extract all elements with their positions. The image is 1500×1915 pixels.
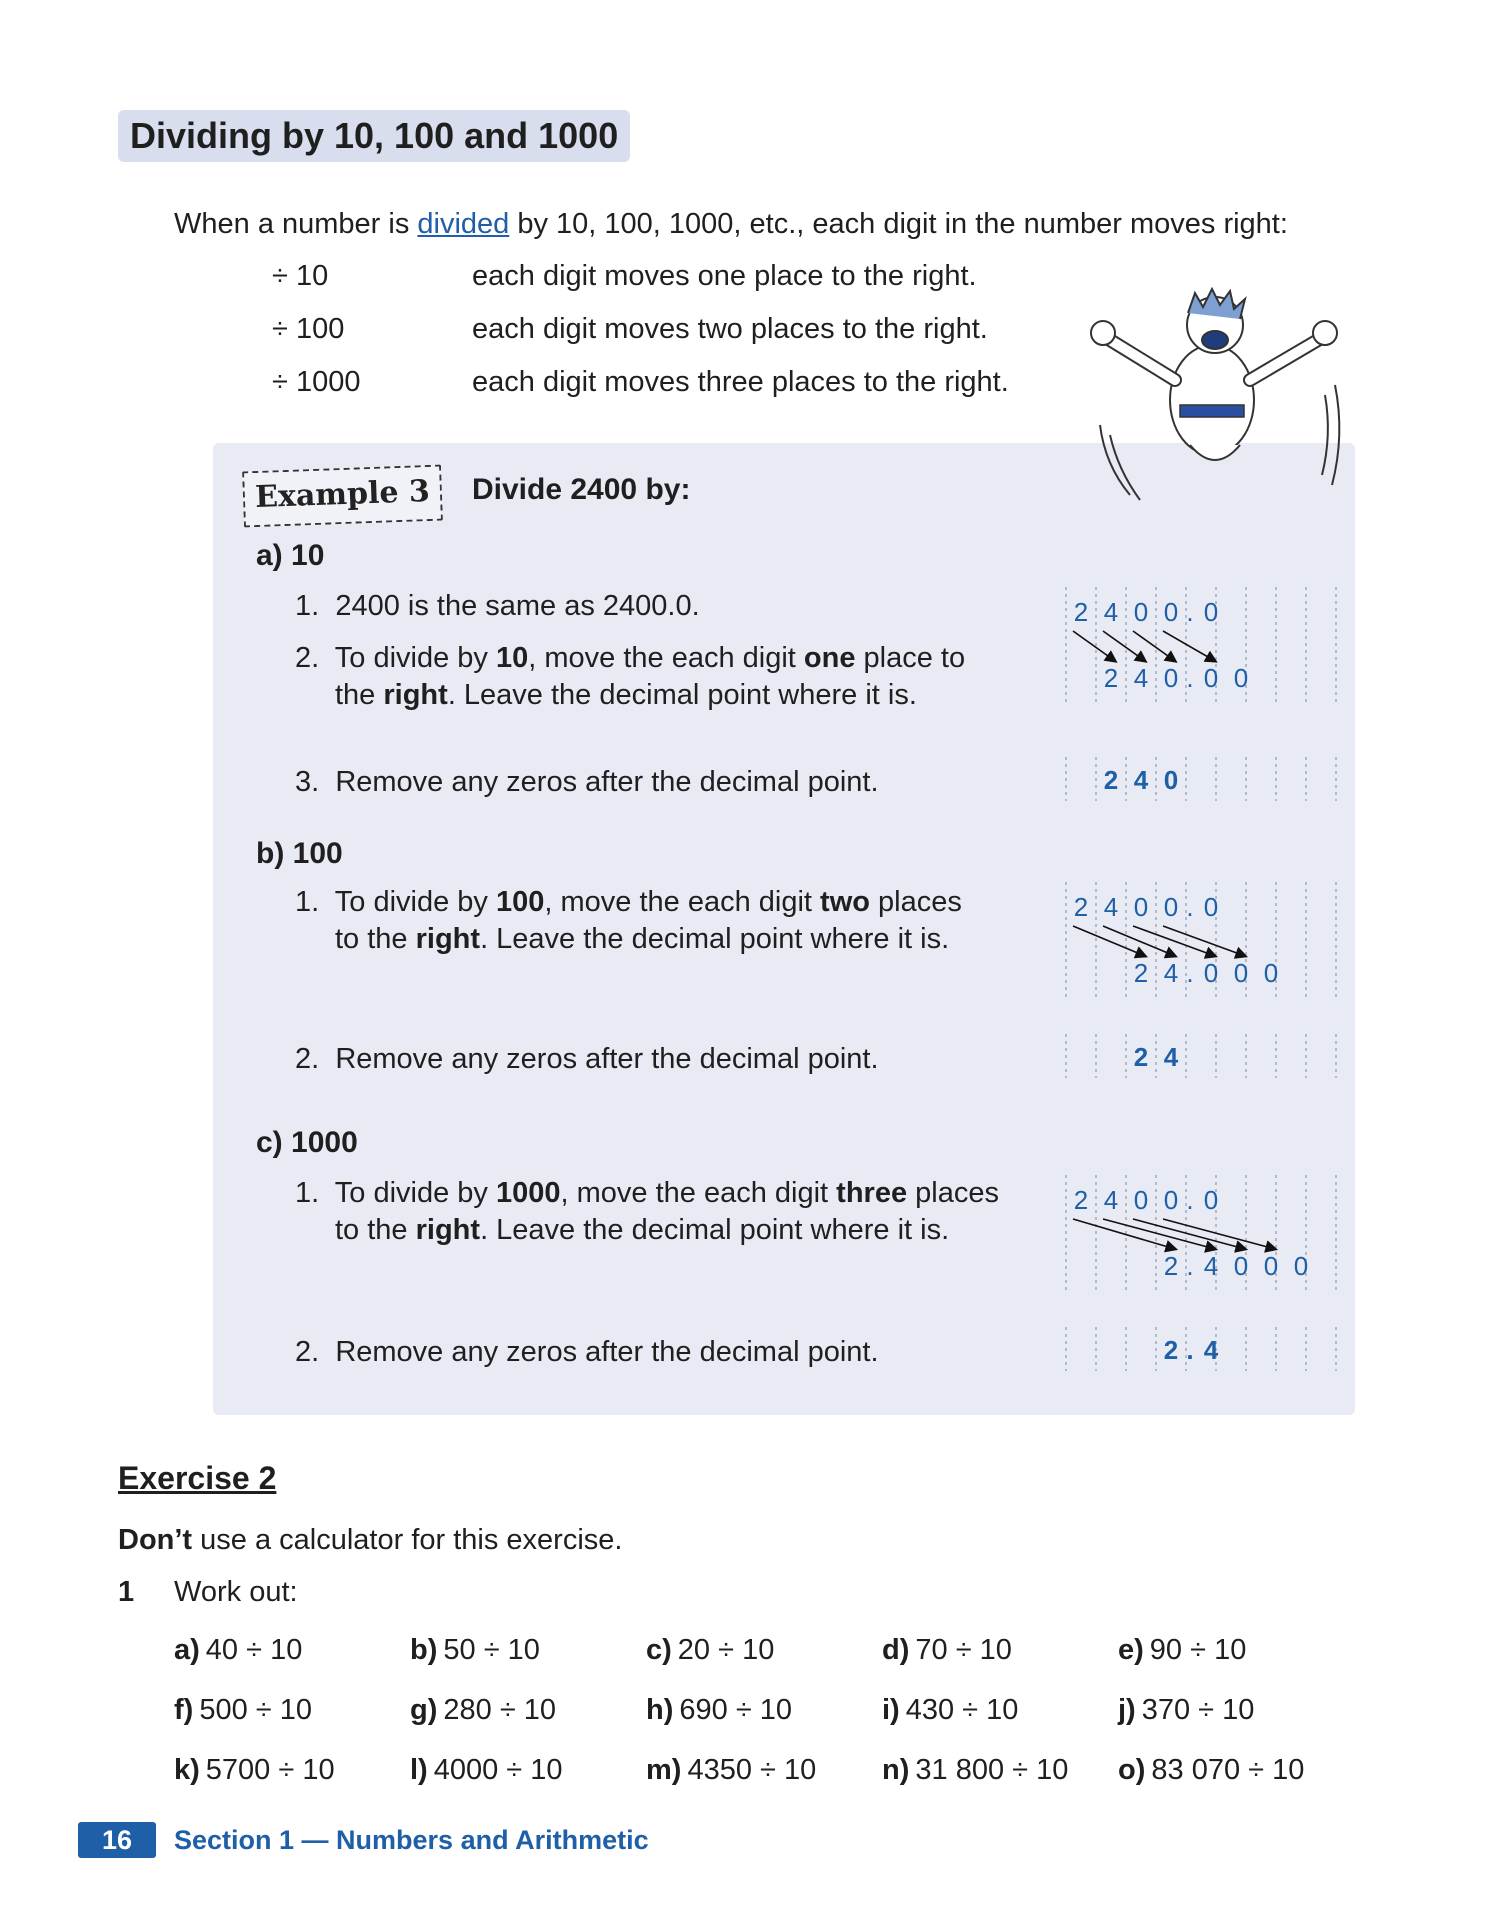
exercise-item-label: f) <box>174 1694 194 1726</box>
exercise-item <box>410 1630 540 1670</box>
digit: 0 <box>1163 892 1179 922</box>
rule-op-1000: ÷ 1000 <box>272 366 361 398</box>
exercise-item-label: g) <box>410 1694 438 1726</box>
step-bold: 10 <box>495 642 529 674</box>
exercise-item-label: o) <box>1118 1754 1146 1786</box>
rule-desc-10: each digit moves one place to the right. <box>472 260 977 292</box>
step-text: to the <box>335 1214 416 1246</box>
exercise-item-expression: 280 ÷ 10 <box>443 1694 557 1726</box>
exercise-item-label: d) <box>882 1634 910 1666</box>
step-number: 1. <box>295 886 320 918</box>
step-bold: 100 <box>495 886 545 918</box>
part-a-step-2 <box>295 640 965 714</box>
digit: 0 <box>1233 1251 1249 1281</box>
exercise-item-expression: 40 ÷ 10 <box>205 1634 303 1666</box>
rule-desc-1000: each digit moves three places to the right. <box>472 366 1009 398</box>
digit: 0 <box>1263 958 1279 988</box>
step-text: place to <box>855 642 966 674</box>
shift-arrow <box>1133 1219 1245 1249</box>
step-text: , move the each digit <box>528 642 804 674</box>
step-number: 2. <box>295 1043 320 1075</box>
exercise-item-expression: 5700 ÷ 10 <box>205 1754 335 1786</box>
digit: 0 <box>1133 1185 1149 1215</box>
intro-before: When a number is <box>174 208 418 240</box>
decimal-point: . <box>1186 958 1194 988</box>
exercise-item-expression: 50 ÷ 10 <box>443 1634 540 1666</box>
digit: 2 <box>1103 663 1119 693</box>
example-question: Divide 2400 by: <box>472 473 691 506</box>
digit: 0 <box>1233 663 1249 693</box>
decimal-point: . <box>1186 1251 1194 1281</box>
step-number: 1. <box>295 1177 320 1209</box>
digit: 0 <box>1203 1185 1219 1215</box>
exercise-item-expression: 4350 ÷ 10 <box>687 1754 817 1786</box>
digit: 0 <box>1203 892 1219 922</box>
exercise-item <box>1118 1750 1304 1790</box>
digit: 2 <box>1073 892 1089 922</box>
digit: 0 <box>1163 663 1179 693</box>
digit: 4 <box>1133 663 1149 693</box>
exercise-item <box>410 1750 563 1790</box>
exercise-item-label: l) <box>410 1754 428 1786</box>
digit: 4 <box>1163 958 1179 988</box>
digit: 4 <box>1103 597 1119 627</box>
exercise-item <box>174 1690 312 1730</box>
rule-desc-100: each digit moves two places to the right. <box>472 313 988 345</box>
digit: 2 <box>1133 958 1149 988</box>
shift-arrow <box>1103 926 1175 956</box>
step-text: the <box>335 679 384 711</box>
step-text: , move the each digit <box>544 886 821 918</box>
digit: 2 <box>1073 1185 1089 1215</box>
step-bold: two <box>820 886 870 918</box>
part-c-step-2 <box>295 1334 879 1371</box>
example-badge: Example 3 <box>242 465 443 528</box>
digit: 4 <box>1103 892 1119 922</box>
place-value-result-b <box>1060 1032 1345 1080</box>
place-value-diagram-c <box>1060 1173 1345 1293</box>
place-value-result-a <box>1060 755 1345 803</box>
exercise-item-expression: 31 800 ÷ 10 <box>915 1754 1069 1786</box>
step-text: Remove any zeros after the decimal point. <box>335 766 879 798</box>
step-text: to the <box>335 923 416 955</box>
digit: 0 <box>1203 663 1219 693</box>
digit: 0 <box>1133 597 1149 627</box>
part-c-step-1 <box>295 1175 999 1249</box>
exercise-item <box>882 1750 1068 1790</box>
part-c-label: c) 1000 <box>256 1126 358 1159</box>
instruction-bold: Don’t <box>118 1524 193 1556</box>
decimal-point: . <box>1186 1185 1194 1215</box>
decimal-point: . <box>1186 1335 1194 1365</box>
exercise-item <box>174 1630 302 1670</box>
digit: 4 <box>1133 765 1149 795</box>
exercise-item-expression: 83 070 ÷ 10 <box>1151 1754 1305 1786</box>
exercise-item <box>1118 1630 1246 1670</box>
exercise-item-label: h) <box>646 1694 674 1726</box>
place-value-diagram-a <box>1060 585 1345 705</box>
shift-arrow <box>1073 926 1145 956</box>
exercise-item <box>646 1750 816 1790</box>
digit: 0 <box>1263 1251 1279 1281</box>
exercise-item <box>646 1690 792 1730</box>
step-text: To divide by <box>334 1177 496 1209</box>
rule-op-10: ÷ 10 <box>272 260 329 292</box>
step-bold: one <box>803 642 856 674</box>
step-bold: right <box>415 923 481 955</box>
step-text: To divide by <box>334 642 496 674</box>
exercise-heading: Exercise 2 <box>118 1460 277 1496</box>
exercise-item-expression: 20 ÷ 10 <box>677 1634 775 1666</box>
step-text: To divide by <box>334 886 496 918</box>
step-bold: 1000 <box>495 1177 561 1209</box>
intro-text <box>174 204 1288 244</box>
question-text: Work out: <box>174 1576 298 1608</box>
exercise-item-expression: 690 ÷ 10 <box>679 1694 793 1726</box>
divided-link[interactable]: divided <box>417 208 510 240</box>
exercise-item <box>882 1690 1018 1730</box>
exercise-item-expression: 90 ÷ 10 <box>1149 1634 1247 1666</box>
digit: 0 <box>1163 765 1179 795</box>
shift-arrow <box>1163 631 1215 661</box>
place-value-result-c <box>1060 1325 1345 1373</box>
step-text: places <box>869 886 962 918</box>
part-a-step-1 <box>295 588 700 625</box>
decimal-point: . <box>1186 663 1194 693</box>
exercise-item-expression: 4000 ÷ 10 <box>433 1754 563 1786</box>
exercise-item <box>1118 1690 1254 1730</box>
part-b-step-1 <box>295 884 962 958</box>
exercise-item-label: i) <box>882 1694 900 1726</box>
exercise-item-label: e) <box>1118 1634 1144 1666</box>
exercise-item <box>174 1750 335 1790</box>
digit: 2 <box>1103 765 1119 795</box>
step-text: Remove any zeros after the decimal point. <box>335 1043 879 1075</box>
intro-after: by 10, 100, 1000, etc., each digit in the number moves right: <box>509 208 1288 240</box>
step-bold: right <box>383 679 448 711</box>
exercise-item-expression: 430 ÷ 10 <box>905 1694 1019 1726</box>
instruction-rest: use a calculator for this exercise. <box>192 1524 623 1556</box>
digit: 4 <box>1203 1335 1219 1365</box>
digit: 4 <box>1203 1251 1219 1281</box>
part-a-step-3 <box>295 764 879 801</box>
exercise-item <box>882 1630 1012 1670</box>
exercise-item-label: a) <box>174 1634 200 1666</box>
digit: 2 <box>1073 597 1089 627</box>
step-bold: right <box>415 1214 481 1246</box>
digit: 2 <box>1133 1042 1149 1072</box>
shift-arrow <box>1163 1219 1275 1249</box>
digit: 4 <box>1163 1042 1179 1072</box>
exercise-item-label: k) <box>174 1754 200 1786</box>
question-number: 1 <box>118 1576 135 1608</box>
exercise-item-expression: 500 ÷ 10 <box>199 1694 313 1726</box>
exercise-item-label: b) <box>410 1634 438 1666</box>
karate-cartoon-icon <box>1070 285 1370 515</box>
step-number: 2. <box>295 1336 320 1368</box>
rule-op-100: ÷ 100 <box>272 313 345 345</box>
step-text: places <box>907 1177 999 1209</box>
exercise-item-expression: 370 ÷ 10 <box>1141 1694 1255 1726</box>
exercise-item-label: n) <box>882 1754 910 1786</box>
page-number: 16 <box>78 1822 156 1858</box>
digit: 0 <box>1163 597 1179 627</box>
digit: 0 <box>1233 958 1249 988</box>
digit: 0 <box>1203 958 1219 988</box>
exercise-item-label: j) <box>1118 1694 1136 1726</box>
decimal-point: . <box>1186 892 1194 922</box>
exercise-item-label: c) <box>646 1634 672 1666</box>
digit: 4 <box>1103 1185 1119 1215</box>
digit: 2 <box>1163 1251 1179 1281</box>
exercise-item <box>410 1690 556 1730</box>
digit: 0 <box>1133 892 1149 922</box>
step-text: Remove any zeros after the decimal point. <box>335 1336 879 1368</box>
step-number: 2. <box>295 642 320 674</box>
part-a-label: a) 10 <box>256 539 325 572</box>
part-b-label: b) 100 <box>256 837 343 870</box>
digit: 2 <box>1163 1335 1179 1365</box>
step-number: 3. <box>295 766 320 798</box>
step-bold: three <box>836 1177 908 1209</box>
place-value-diagram-b <box>1060 880 1345 1000</box>
step-text: , move the each digit <box>560 1177 837 1209</box>
step-text: 2400 is the same as 2400.0. <box>335 590 700 622</box>
digit: 0 <box>1203 597 1219 627</box>
exercise-item-expression: 70 ÷ 10 <box>915 1634 1012 1666</box>
decimal-point: . <box>1186 597 1194 627</box>
section-title: Section 1 — Numbers and Arithmetic <box>174 1825 649 1855</box>
step-number: 1. <box>295 590 320 622</box>
step-text: . Leave the decimal point where it is. <box>480 1214 950 1246</box>
digit: 0 <box>1163 1185 1179 1215</box>
exercise-instruction <box>118 1520 622 1560</box>
digit: 0 <box>1293 1251 1309 1281</box>
part-b-step-2 <box>295 1041 879 1078</box>
step-text: . Leave the decimal point where it is. <box>447 679 917 711</box>
exercise-item-label: m) <box>646 1754 682 1786</box>
page-title: Dividing by 10, 100 and 1000 <box>130 115 619 156</box>
step-text: . Leave the decimal point where it is. <box>480 923 950 955</box>
exercise-item <box>646 1630 774 1670</box>
